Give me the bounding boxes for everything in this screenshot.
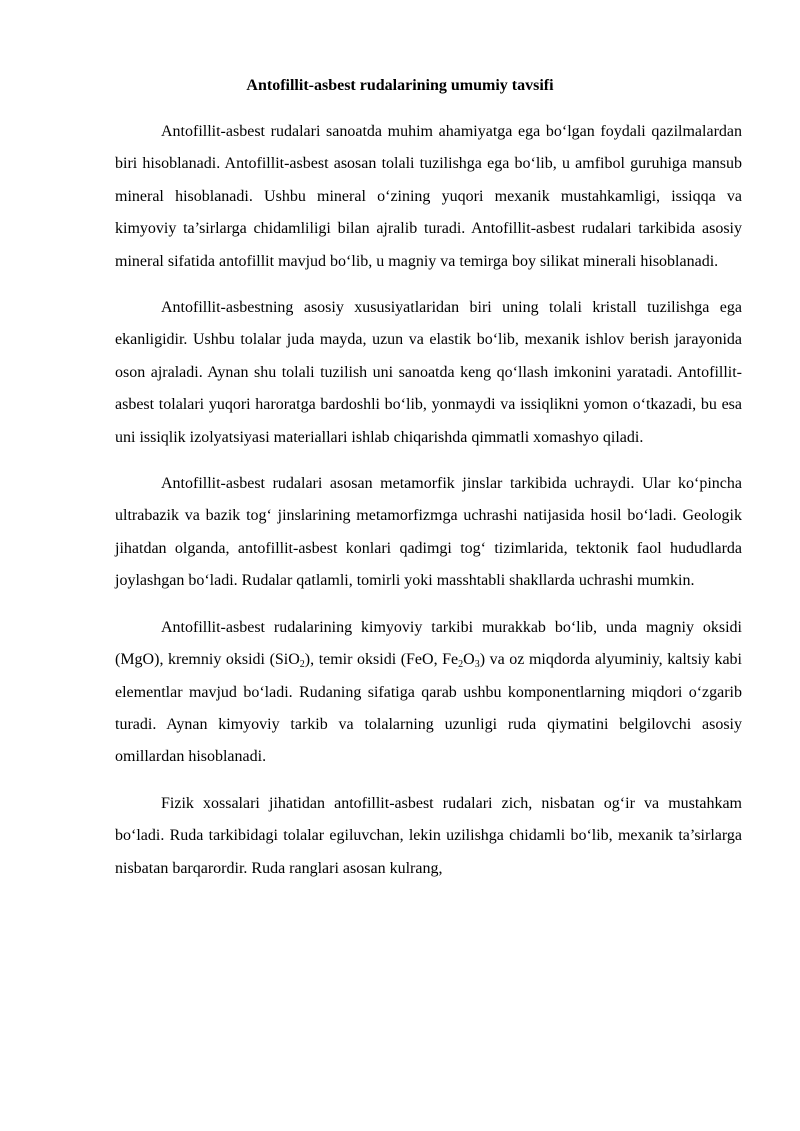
subscript-o3: 3 xyxy=(474,659,480,671)
paragraph-3: Antofillit-asbest rudalari asosan metamorfik jinslar tarkibida uchraydi. Ular ko‘pincha ultrabazik va bazik tog‘ jinslarining metamorfizmga uchrashi natijasida hosil bo‘ladi. Geologik jihatdan olganda, antofillit-asbest konlari qadimgi tog‘ tizimlarida, tektonik faol hududlarda joylashgan bo‘ladi. Rudalar qatlamli, tomirli yoki masshtabli shakllarda uchrashi mumkin. xyxy=(115,475,742,590)
paragraph-1: Antofillit-asbest rudalari sanoatda muhim ahamiyatga ega bo‘lgan foydali qazilmalardan biri hisoblanadi. Antofillit-asbest asosan tolali tuzilishga ega bo‘lib, u amfibol guruhiga mansub mineral hisoblanadi. Ushbu mineral o‘zining yuqori mexanik mustahkamligi, issiqqa va kimyoviy ta’sirlarga chidamliligi bilan ajralib turadi. Antofillit-asbest rudalari tarkibida asosiy mineral sifatida antofillit mavjud bo‘lib, u magniy va temirga boy silikat minerali hisoblanadi. xyxy=(115,123,742,270)
paragraph-5: Fizik xossalari jihatidan antofillit-asbest rudalari zich, nisbatan og‘ir va mustahkam bo‘ladi. Ruda tarkibidagi tolalar egiluvchan, lekin uzilishga chidamli bo‘lib, mexanik ta’sirlarga nisbatan barqarordir. Ruda ranglari asosan kulrang, xyxy=(115,794,742,877)
paragraph-4-text-1: Antofillit-asbest rudalarining kimyoviy tarkibi murakkab bo‘lib, unda magniy oksidi (MgO), kremniy oksidi (SiO xyxy=(115,618,742,669)
subscript-fe2: 2 xyxy=(458,659,464,671)
subscript-sio2: 2 xyxy=(299,659,305,671)
document-title: Antofillit-asbest rudalarining umumiy tavsifi xyxy=(246,77,554,94)
paragraph-2: Antofillit-asbestning asosiy xususiyatlaridan biri uning tolali kristall tuzilishga ega ekanligidir. Ushbu tolalar juda mayda, uzun va elastik bo‘lib, mexanik ishlov berish jarayonida oson ajraladi. Aynan shu tolali tuzilish uni sanoatda keng qo‘llash imkonini yaratadi. Antofillit-asbest tolalari yuqori haroratga bardoshli bo‘lib, yonmaydi va issiqlikni yomon o‘tkazadi, bu esa uni issiqlik izolyatsiyasi materiallari ishlab chiqarishda qimmatli xomashyo qiladi. xyxy=(115,299,742,446)
document-body xyxy=(115,116,742,885)
paragraph-4-text-4: ) va oz miqdorda alyuminiy, kaltsiy kabi elementlar mavjud bo‘ladi. Rudaning sifatiga qarab ushbu komponentlarning miqdori o‘zgarib turadi. Aynan kimyoviy tarkib va tolalarning uzunligi ruda qiymatini belgilovchi asosiy omillardan hisoblanadi. xyxy=(115,651,743,766)
paragraph-4 xyxy=(115,612,742,774)
paragraph-4-text-2: ), temir oksidi (FeO, Fe xyxy=(304,651,459,669)
paragraph-4-text-3: O xyxy=(463,651,475,669)
